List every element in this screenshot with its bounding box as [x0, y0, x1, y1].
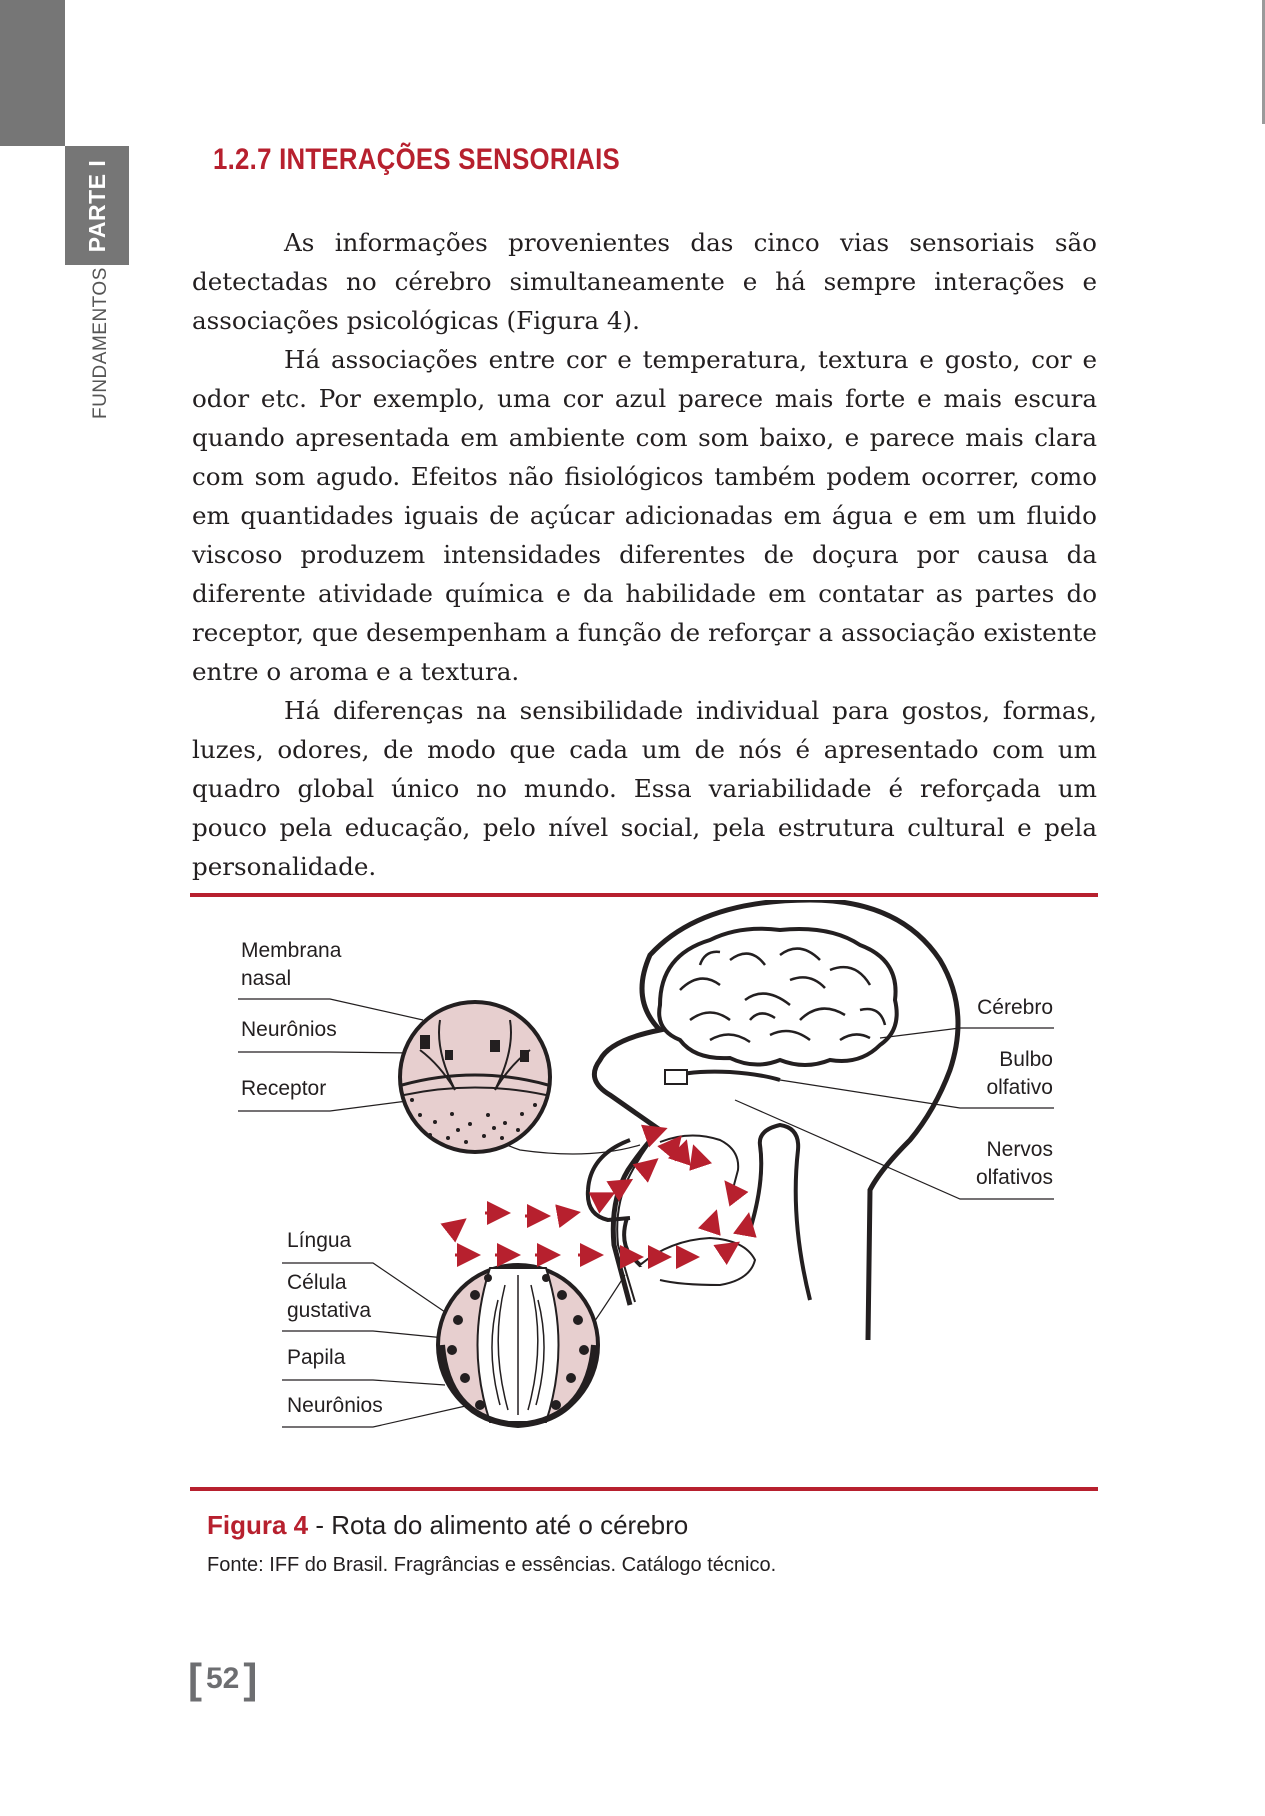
- label-membrana-line1: Membrana: [241, 939, 342, 962]
- label-bulbo-line1: Bulbo: [999, 1048, 1053, 1071]
- section-label: FUNDAMENTOS: [90, 267, 111, 419]
- page-number: [188, 1655, 257, 1703]
- label-receptor: Receptor: [241, 1077, 327, 1100]
- label-nervos-line2: olfativos: [975, 1166, 1053, 1189]
- bracket-close: ]: [243, 1655, 258, 1702]
- label-bulbo-line2: olfativo: [986, 1076, 1053, 1099]
- figure-4: [190, 900, 1098, 1485]
- label-celula-line2: gustativa: [287, 1299, 372, 1322]
- label-celula-line1: Célula: [287, 1271, 347, 1294]
- bracket-open: [: [188, 1655, 202, 1702]
- label-bulbo-olfativo: [950, 1046, 1053, 1102]
- paragraph-1: As informações provenientes das cinco vias sensoriais são detectadas no cérebro simultaneamente e há sempre interações e associações psicológicas (Figura 4).: [192, 228, 1097, 335]
- label-cerebro: Cérebro: [977, 996, 1053, 1019]
- tongue-icon: [640, 1238, 755, 1285]
- page-number-value: 52: [206, 1662, 240, 1695]
- figure-source: Fonte: IFF do Brasil. Fragrâncias e essências. Catálogo técnico.: [207, 1554, 777, 1576]
- label-nervos-olfativos: [950, 1136, 1053, 1192]
- label-neuronios-top: Neurônios: [241, 1018, 337, 1041]
- figure-caption: [207, 1510, 688, 1541]
- label-papila: Papila: [287, 1346, 346, 1369]
- figure-rule-bottom: [190, 1487, 1098, 1491]
- nasal-membrane-circle: [400, 1002, 550, 1152]
- taste-papilla-circle: [438, 1265, 598, 1425]
- figure-rule-top: [190, 893, 1098, 897]
- caption-lead: Figura 4: [207, 1510, 309, 1540]
- label-membrana-line2: nasal: [241, 967, 292, 990]
- throat-icon: [750, 1125, 810, 1300]
- label-nervos-line1: Nervos: [986, 1138, 1053, 1161]
- sidebar-tab-dark: [0, 0, 65, 146]
- part-label: PARTE I: [84, 159, 110, 253]
- paragraph-2: Há associações entre cor e temperatura, textura e gosto, cor e odor etc. Por exemplo, uma cor azul parece mais forte e mais escura quando apresentada em ambiente com som baixo, e parece mais clara com som agudo. Efeitos não fisiológicos também podem ocorrer, como em quantidades iguais de açúcar adicionadas em água e em um fluido viscoso produzem intensidades diferentes de doçura por causa da diferente atividade química e da habilidade em contatar as partes do receptor, que desempenham a função de reforçar a associação existente entre o aroma e a textura.: [192, 345, 1097, 686]
- label-lingua: Língua: [287, 1229, 352, 1252]
- label-celula-gustativa: [287, 1269, 371, 1325]
- paragraph-3: Há diferenças na sensibilidade individual para gostos, formas, luzes, odores, de modo que cada um de nós é apresentado com um quadro global único no mundo. Essa variabilidade é reforçada um pouco pela educação, pelo nível social, pela estrutura cultural e pela personalidade.: [192, 696, 1097, 881]
- nasal-cavity-icon: [660, 1135, 738, 1200]
- section-title: 1.2.7 INTERAÇÕES SENSORIAIS: [213, 143, 620, 176]
- body-text: [192, 223, 1097, 886]
- caption-text: - Rota do alimento até o cérebro: [308, 1510, 689, 1540]
- label-neuronios-bottom: Neurônios: [287, 1394, 383, 1417]
- label-membrana-nasal: [241, 937, 341, 993]
